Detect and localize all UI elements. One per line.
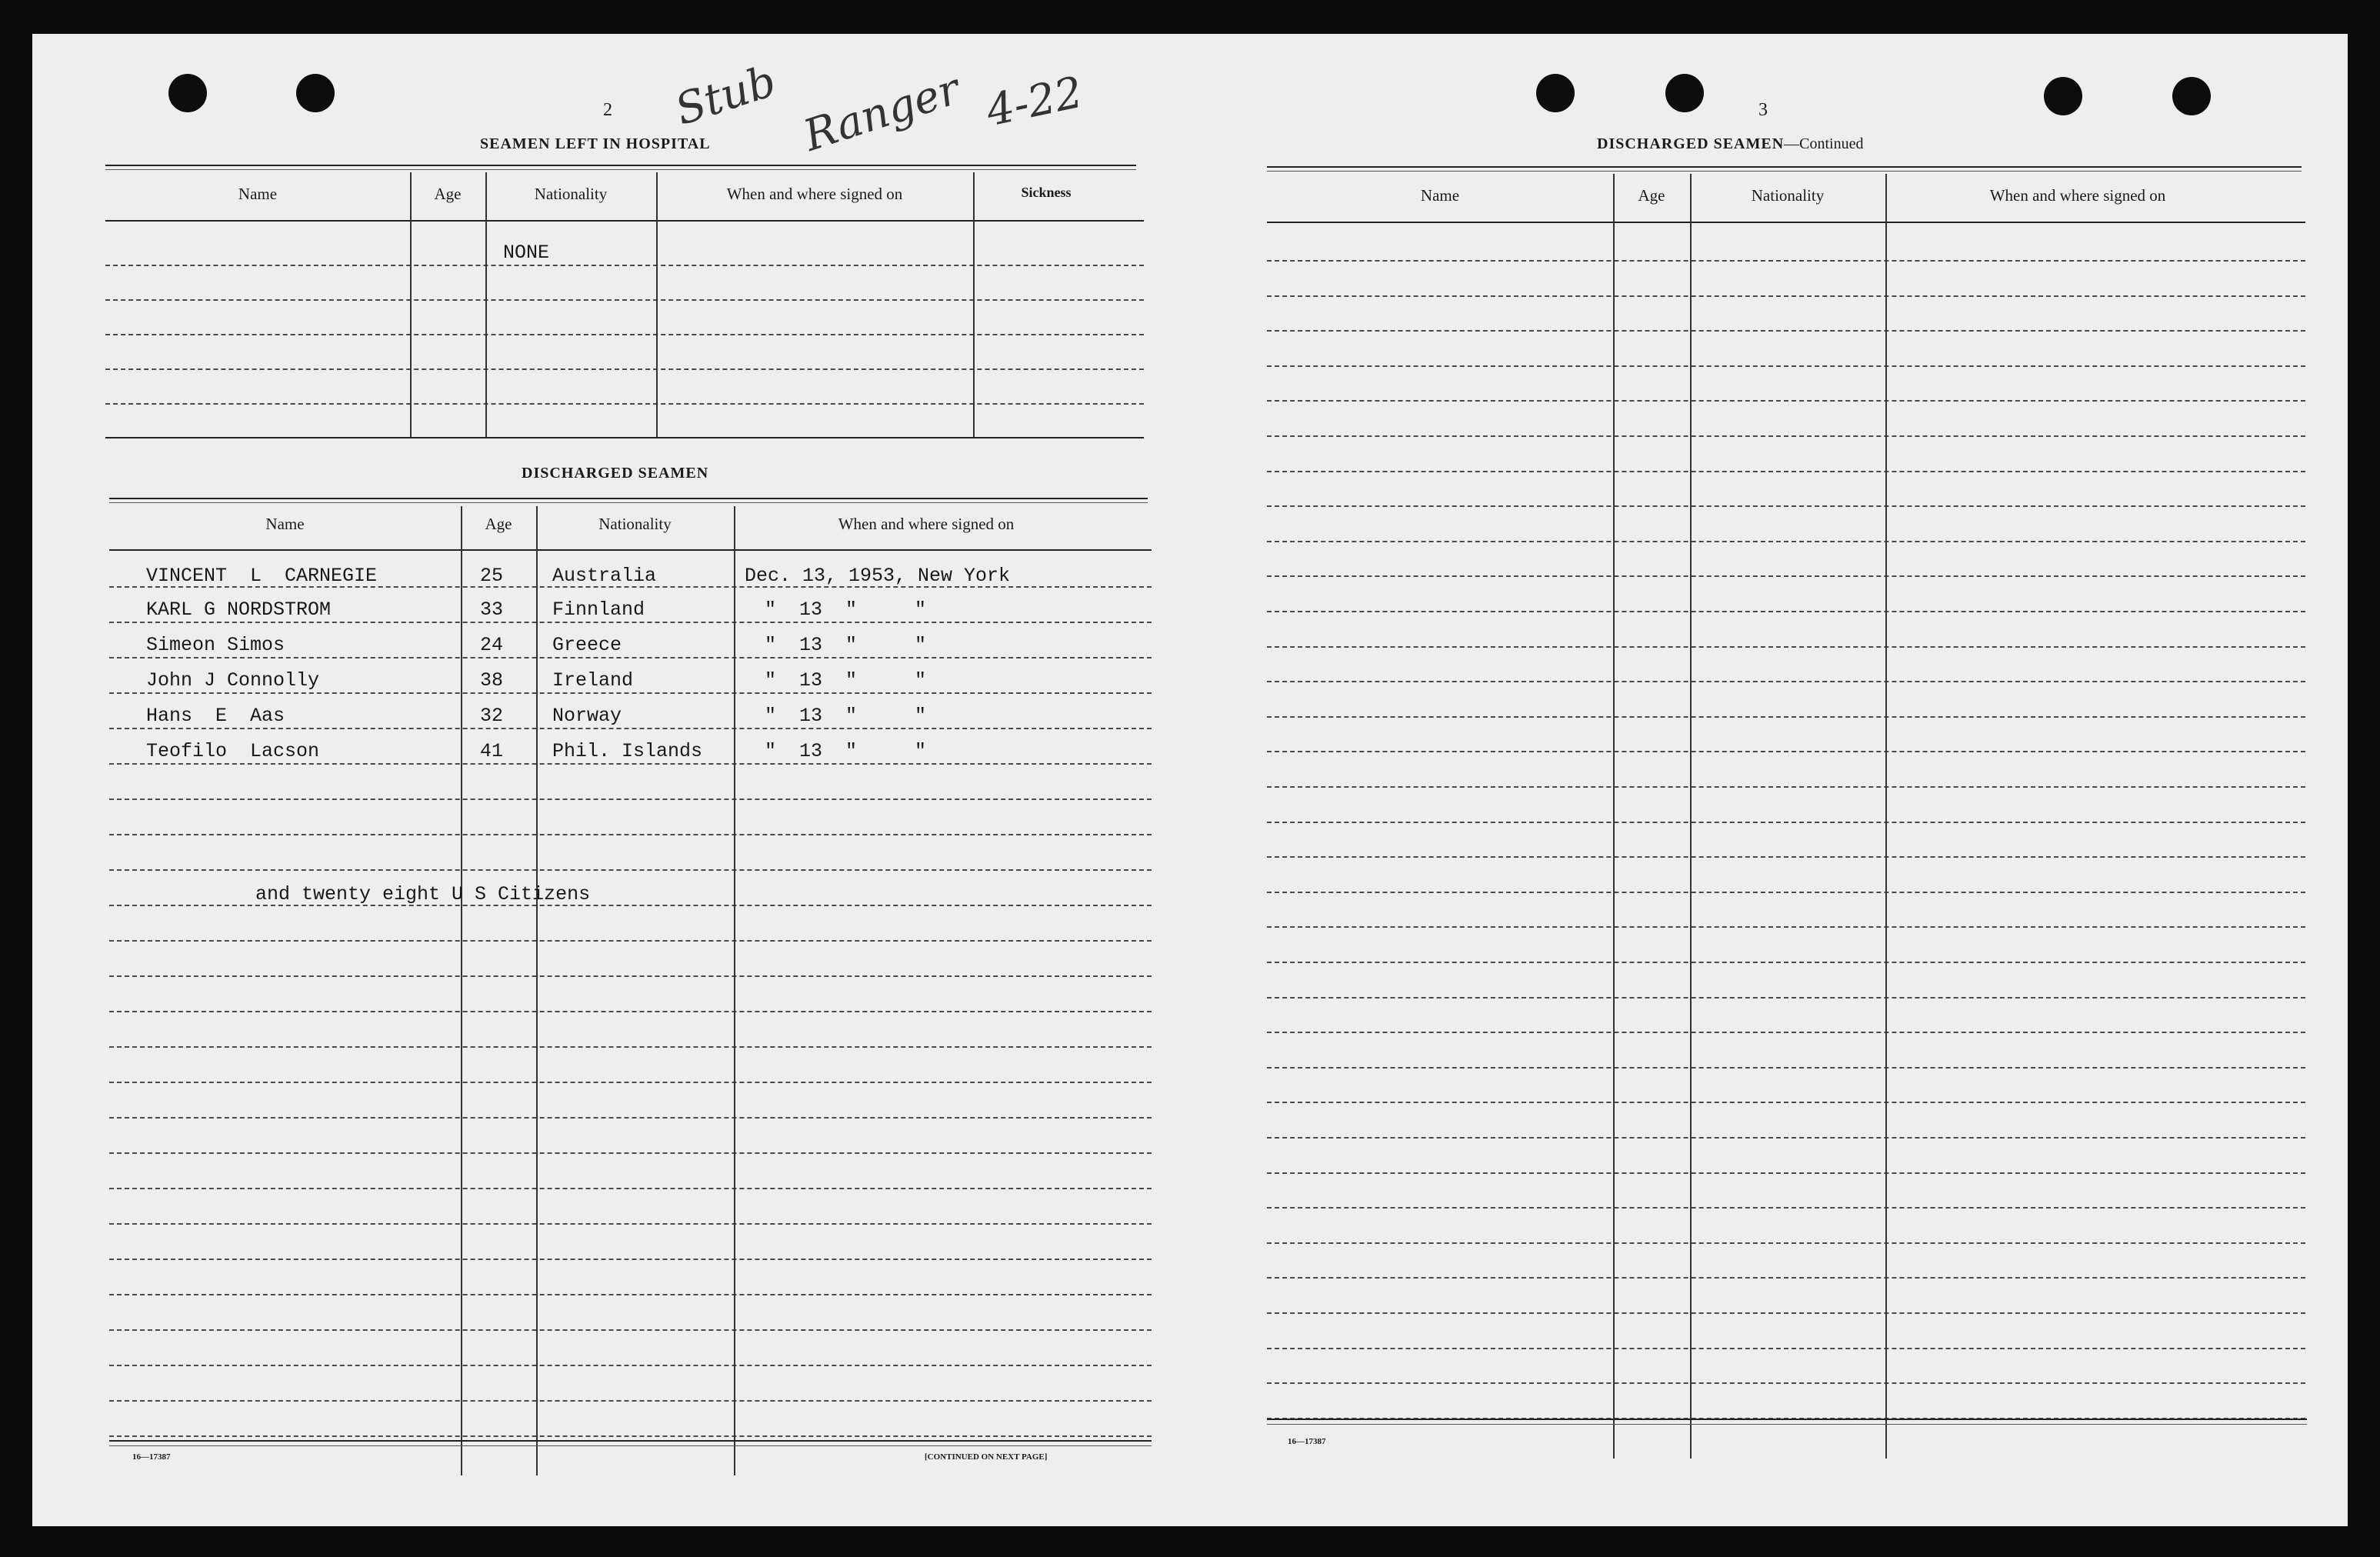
discharged-row-line: [109, 1259, 1152, 1260]
right-row-line: [1267, 751, 2305, 752]
right-row-line: [1267, 1277, 2305, 1279]
hospital-col-sickness: Sickness: [1021, 185, 1072, 200]
discharged-row-line: [109, 1152, 1152, 1154]
hospital-col-divider: [656, 172, 658, 437]
right-table-top-rule-2: [1267, 171, 2302, 172]
right-row-line: [1267, 962, 2305, 963]
discharged-row-signed-on: Dec. 13, 1953, New York: [745, 565, 1011, 587]
discharged-section-title: DISCHARGED SEAMEN: [522, 465, 709, 482]
discharged-table-bottom-rule-2: [109, 1445, 1152, 1446]
discharged-row-line: [109, 975, 1152, 977]
hospital-col-name: Name: [238, 185, 278, 203]
discharged-row-age: 33: [480, 598, 504, 621]
right-table-bottom-rule-2: [1267, 1424, 2307, 1425]
hospital-col-signed-on: When and where signed on: [726, 185, 903, 203]
hospital-row-line: [105, 265, 1144, 266]
hospital-row-line: [105, 403, 1144, 405]
hospital-section-title: SEAMEN LEFT IN HOSPITAL: [480, 135, 711, 152]
hospital-table-top-rule: [105, 165, 1136, 166]
discharged-row-name: John J Connolly: [146, 669, 320, 692]
punch-hole: [168, 74, 207, 112]
right-section-title: [1597, 135, 1864, 153]
discharged-col-age: Age: [485, 515, 512, 533]
right-row-line: [1267, 505, 2305, 507]
right-row-line: [1267, 575, 2305, 577]
right-row-line: [1267, 471, 2305, 472]
discharged-row-line: [109, 1435, 1152, 1437]
discharged-row-signed-on: " 13 " ": [765, 705, 927, 727]
discharged-row-nationality: Australia: [552, 565, 657, 587]
right-row-line: [1267, 1137, 2305, 1139]
right-row-line: [1267, 1102, 2305, 1103]
discharged-row-line: [109, 622, 1152, 623]
discharged-row-age: 24: [480, 634, 504, 656]
right-row-line: [1267, 1348, 2305, 1349]
discharged-col-name: Name: [265, 515, 305, 533]
right-col-nationality: Nationality: [1751, 186, 1825, 205]
handwritten-note-ranger: Ranger: [798, 64, 966, 162]
discharged-col-divider: [461, 506, 462, 1475]
punch-hole: [1536, 74, 1575, 112]
hospital-col-nationality: Nationality: [534, 185, 608, 203]
punch-hole: [2172, 77, 2211, 115]
discharged-row-line: [109, 692, 1152, 694]
right-row-line: [1267, 1207, 2305, 1209]
discharged-header-rule: [109, 549, 1152, 551]
discharged-row-name: Simeon Simos: [146, 634, 285, 656]
discharged-row-line: [109, 1329, 1152, 1331]
right-row-line: [1267, 1067, 2305, 1069]
right-row-line: [1267, 926, 2305, 928]
discharged-row-line: [109, 1294, 1152, 1295]
discharged-row-age: 38: [480, 669, 504, 692]
right-row-line: [1267, 330, 2305, 332]
discharged-row-age: 41: [480, 740, 504, 762]
discharged-row-nationality: Ireland: [552, 669, 634, 692]
hospital-col-divider: [973, 172, 975, 437]
right-page-number: 3: [1758, 100, 1768, 120]
punch-hole: [1665, 74, 1704, 112]
discharged-row-line: [109, 799, 1152, 800]
right-row-line: [1267, 716, 2305, 718]
right-row-line: [1267, 1032, 2305, 1033]
discharged-col-signed-on: When and where signed on: [838, 515, 1015, 533]
handwritten-note-stub: Stub: [669, 56, 782, 135]
discharged-row-name: Hans E Aas: [146, 705, 285, 727]
right-table-bottom-rule: [1267, 1419, 2307, 1420]
hospital-row-line: [105, 368, 1144, 370]
right-col-signed-on: When and where signed on: [1989, 186, 2166, 205]
right-row-line: [1267, 295, 2305, 297]
discharged-col-divider: [734, 506, 735, 1475]
punch-hole: [2044, 77, 2082, 115]
discharged-row-line: [109, 1011, 1152, 1012]
discharged-row-age: 25: [480, 565, 504, 587]
right-row-line: [1267, 400, 2305, 402]
discharged-row-line: [109, 869, 1152, 871]
discharged-row-signed-on: " 13 " ": [765, 669, 927, 692]
discharged-row-nationality: Greece: [552, 634, 622, 656]
right-row-line: [1267, 1242, 2305, 1244]
discharged-row-line: [109, 940, 1152, 942]
discharged-row-line: [109, 763, 1152, 765]
hospital-table-bottom-rule: [105, 437, 1144, 438]
discharged-row-nationality: Norway: [552, 705, 622, 727]
discharged-row-line: [109, 1400, 1152, 1402]
right-row-line: [1267, 786, 2305, 788]
discharged-row-signed-on: " 13 " ": [765, 634, 927, 656]
right-row-line: [1267, 1382, 2305, 1384]
discharged-col-divider: [536, 506, 538, 1475]
right-row-line: [1267, 1172, 2305, 1174]
discharged-row-line: [109, 1046, 1152, 1048]
right-header-rule: [1267, 222, 2305, 223]
discharged-row-name: Teofilo Lacson: [146, 740, 320, 762]
discharged-note: and twenty eight U S Citizens: [255, 883, 591, 905]
right-row-line: [1267, 997, 2305, 999]
discharged-table-top-rule: [109, 498, 1148, 499]
discharged-row-name: VINCENT L CARNEGIE: [146, 565, 378, 587]
hospital-row-line: [105, 334, 1144, 335]
discharged-row-line: [109, 728, 1152, 729]
discharged-row-line: [109, 657, 1152, 658]
document-sheet: [32, 34, 2348, 1526]
discharged-row-line: [109, 1188, 1152, 1189]
right-col-divider: [1613, 174, 1615, 1459]
right-row-line: [1267, 1312, 2305, 1314]
handwritten-note-date: 4-22: [982, 67, 1088, 137]
discharged-row-signed-on: " 13 " ": [765, 598, 927, 621]
discharged-table-bottom-rule: [109, 1440, 1152, 1442]
right-row-line: [1267, 260, 2305, 262]
discharged-row-line: [109, 1365, 1152, 1366]
discharged-col-nationality: Nationality: [598, 515, 672, 533]
right-row-line: [1267, 611, 2305, 612]
hospital-col-age: Age: [434, 185, 462, 203]
right-table-top-rule: [1267, 166, 2302, 168]
hospital-entry-none: NONE: [503, 242, 550, 264]
right-col-divider: [1690, 174, 1692, 1459]
right-row-line: [1267, 892, 2305, 893]
right-col-divider: [1885, 174, 1887, 1459]
right-form-number: 16—17387: [1288, 1437, 1326, 1446]
right-row-line: [1267, 435, 2305, 437]
punch-hole: [296, 74, 335, 112]
right-row-line: [1267, 822, 2305, 823]
discharged-table-top-rule-2: [109, 502, 1148, 503]
discharged-row-line: [109, 1082, 1152, 1083]
hospital-header-rule: [105, 220, 1144, 222]
right-row-line: [1267, 681, 2305, 682]
hospital-table-top-rule-2: [105, 169, 1136, 170]
hospital-col-divider: [485, 172, 487, 437]
right-row-line: [1267, 646, 2305, 648]
right-row-line: [1267, 541, 2305, 542]
discharged-row-name: KARL G NORDSTROM: [146, 598, 332, 621]
right-col-name: Name: [1420, 186, 1460, 205]
discharged-row-nationality: Finnland: [552, 598, 645, 621]
hospital-row-line: [105, 299, 1144, 301]
right-row-line: [1267, 365, 2305, 367]
left-form-number: 16—17387: [132, 1452, 171, 1462]
discharged-row-line: [109, 1117, 1152, 1119]
continued-note: [CONTINUED ON NEXT PAGE]: [925, 1452, 1048, 1462]
left-page-number: 2: [603, 100, 612, 120]
right-section-title-suffix: —Continued: [1784, 135, 1864, 152]
right-col-age: Age: [1638, 186, 1665, 205]
discharged-row-nationality: Phil. Islands: [552, 740, 703, 762]
hospital-col-divider: [410, 172, 412, 437]
right-row-line: [1267, 856, 2305, 858]
right-section-title-main: DISCHARGED SEAMEN: [1597, 135, 1785, 152]
discharged-row-age: 32: [480, 705, 504, 727]
discharged-row-signed-on: " 13 " ": [765, 740, 927, 762]
discharged-row-line: [109, 834, 1152, 835]
discharged-row-line: [109, 1223, 1152, 1225]
